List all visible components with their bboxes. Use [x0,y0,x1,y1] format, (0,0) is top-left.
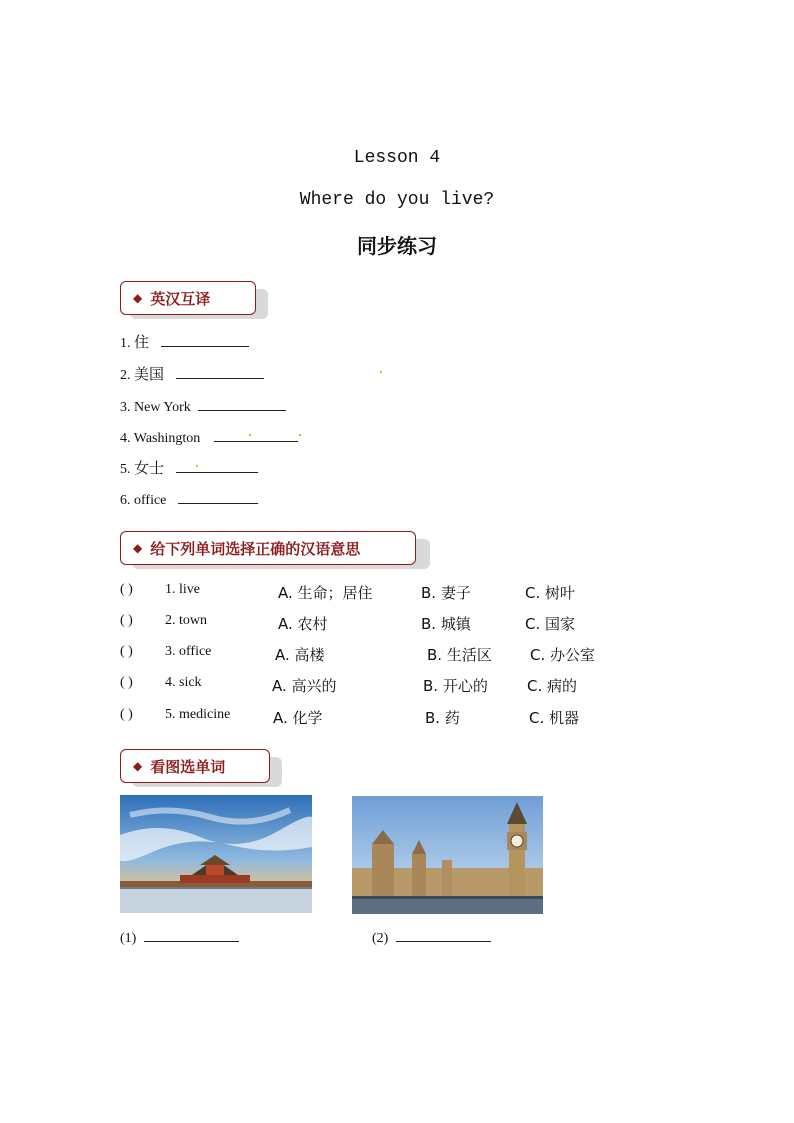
answer-paren[interactable]: ( ) [120,582,133,597]
list-item [120,427,298,447]
big-ben-photo [352,796,543,914]
item-text: New York [134,400,191,415]
option-b[interactable]: B. 生活区 [427,646,492,664]
artifact-dot [380,371,382,373]
option-b[interactable]: B. 药 [425,709,460,727]
question-row [120,644,640,664]
question-word: 2. town [165,613,207,628]
option-c[interactable]: C. 树叶 [525,584,576,602]
question-word: 3. office [165,644,212,659]
answer-blank[interactable] [176,458,258,473]
answer-blank[interactable] [396,927,491,942]
caption-label: (2) [372,931,389,946]
answer-paren[interactable]: ( ) [120,613,133,628]
item-text: 美国 [134,365,165,383]
list-item [120,457,258,478]
answer-blank[interactable] [176,364,264,379]
option-c[interactable]: C. 机器 [529,709,580,727]
item-text: 女士 [134,459,165,477]
answer-blank[interactable] [198,396,286,411]
section-box [120,281,256,315]
list-item [120,363,264,384]
question-row [120,707,640,727]
option-a[interactable]: A. 化学 [273,709,323,727]
question-word: 5. medicine [165,707,231,722]
section-title: 给下列单词选择正确的汉语意思 [150,539,361,558]
item-number: 5. [120,462,131,477]
answer-blank[interactable] [214,427,298,442]
worksheet-title: 同步练习 [357,234,437,258]
option-b[interactable]: B. 城镇 [421,615,471,633]
answer-blank[interactable] [161,332,249,347]
section-title: 看图选单词 [150,757,226,776]
section-header-pictures [120,749,284,785]
list-item [120,396,286,416]
diamond-icon: ◆ [133,291,143,305]
artifact-dot [249,434,251,436]
question-word: 1. live [165,582,200,597]
section-header-translate [120,281,270,317]
artifact-dot [196,465,198,467]
item-number: 1. [120,336,131,351]
option-c[interactable]: C. 国家 [525,615,576,633]
item-text: office [134,493,167,508]
question-row [120,675,640,695]
section-box [120,531,416,565]
list-item [120,331,249,352]
answer-paren[interactable]: ( ) [120,707,133,722]
diamond-icon: ◆ [133,759,143,773]
answer-paren[interactable]: ( ) [120,644,133,659]
item-text: 住 [134,333,150,351]
option-c[interactable]: C. 办公室 [530,646,596,664]
caption-2 [372,927,491,947]
option-a[interactable]: A. 高兴的 [272,677,337,695]
option-a[interactable]: A. 农村 [278,615,328,633]
question-word: 4. sick [165,675,202,690]
option-c[interactable]: C. 病的 [527,677,578,695]
artifact-dot [299,434,301,436]
answer-blank[interactable] [178,489,258,504]
option-a[interactable]: A. 生命；居住 [278,584,373,602]
option-b[interactable]: B. 开心的 [423,677,488,695]
diamond-icon: ◆ [133,541,143,555]
item-number: 3. [120,400,131,415]
forbidden-city-illustration [120,795,312,913]
list-item [120,489,258,509]
lesson-title: Lesson 4 [353,148,441,168]
question-row [120,582,640,602]
caption-label: (1) [120,931,137,946]
question-row [120,613,640,633]
answer-paren[interactable]: ( ) [120,675,133,690]
answer-blank[interactable] [144,927,239,942]
option-a[interactable]: A. 高楼 [275,646,325,664]
section-box [120,749,270,783]
section-header-choose [120,531,430,567]
caption-1 [120,927,239,947]
item-number: 6. [120,493,131,508]
item-text: Washington [133,431,201,446]
big-ben-illustration [352,796,543,914]
item-number: 4. [120,431,131,446]
lesson-subtitle: Where do you live? [299,190,495,210]
item-number: 2. [120,368,131,383]
option-b[interactable]: B. 妻子 [421,584,471,602]
forbidden-city-photo [120,795,312,913]
section-title: 英汉互译 [150,289,211,308]
